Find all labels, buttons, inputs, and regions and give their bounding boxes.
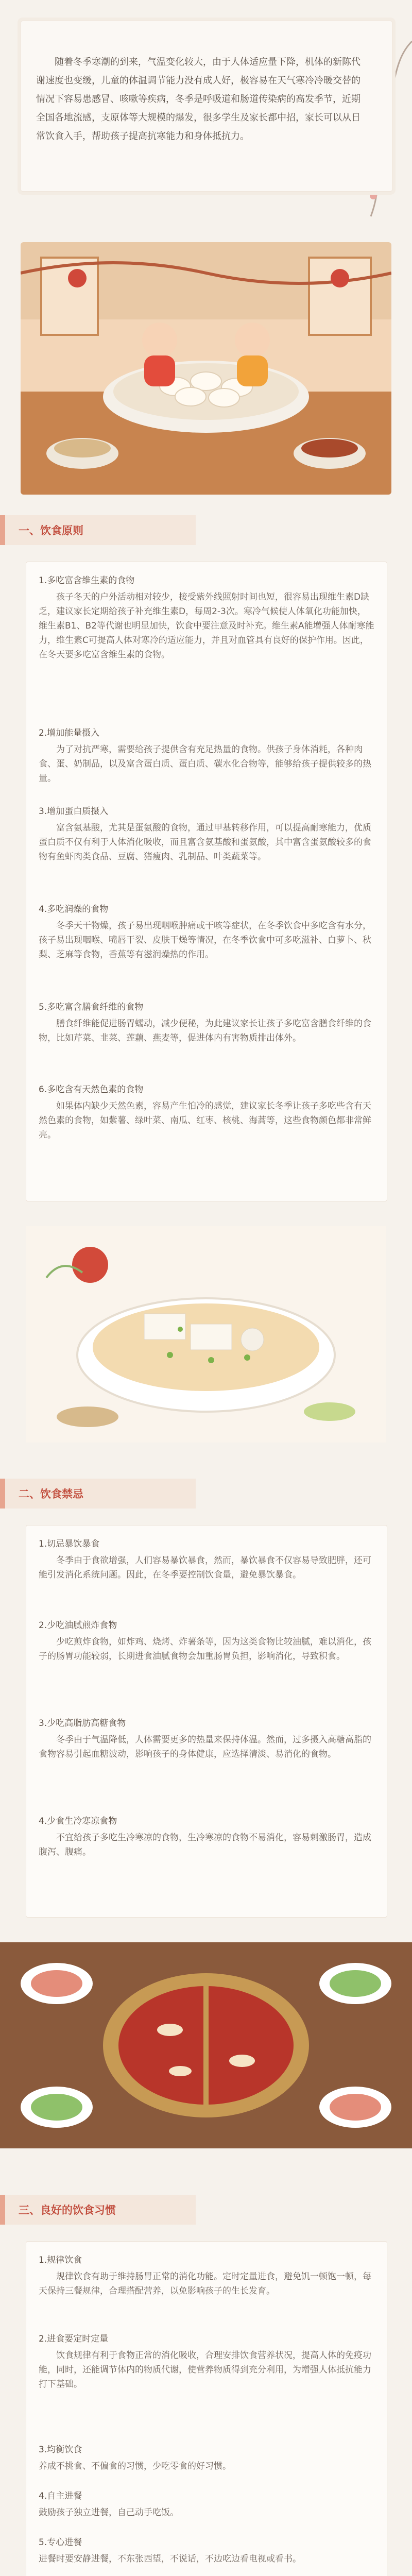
hotpot-table-image: [0, 1942, 412, 2148]
list-item: [39, 1716, 374, 1761]
tofu-soup-image: [26, 1226, 386, 1443]
item-title: 4.自主进餐: [39, 2491, 82, 2501]
item-body: 规律饮食有助于维持肠胃正常的消化功能。定时定量进食，避免饥一顿饱一顿，每天保持三餐规律，合理搭配营养，以免影响孩子的生长发育。: [39, 2272, 371, 2296]
item-title: 2.少吃油腻煎炸食物: [39, 1620, 117, 1631]
item-body: 少吃煎炸食物，如炸鸡、烧烤、炸薯条等，因为这类食物比较油腻，难以消化，孩子的肠胃功能较弱，长期进食油腻食物会加重肠胃负担，影响消化，导致积食。: [39, 1637, 371, 1662]
principles-card: [26, 562, 387, 1201]
list-item: [39, 1814, 374, 1859]
list-item: [39, 1618, 374, 1664]
item-body: 冬季天干物燥，孩子易出现咽喉肿痛或干咳等症状，在冬季饮食中多吃含有水分，孩子易出现咽喉、嘴唇干裂、皮肤干燥等情况，在冬季饮食中可多吃滋补、白萝卜、秋梨、芝麻等食物，香蕉等有滋润燥热的作用。: [39, 921, 371, 960]
item-title: 6.多吃含有天然色素的食物: [39, 1084, 144, 1095]
item-title: 5.专心进餐: [39, 2537, 82, 2548]
item-title: 5.多吃富含膳食纤维的食物: [39, 1002, 144, 1012]
list-item: [39, 1082, 374, 1142]
item-title: 4.少食生冷寒凉食物: [39, 1816, 117, 1826]
item-body: 如果体内缺少天然色素，容易产生怕冷的感觉，建议家长冬季让孩子多吃些含有天然色素的食物，如紫薯、绿叶菜、南瓜、红枣、核桃、海蒿等，这些食物颜色都非常鲜亮。: [39, 1101, 371, 1140]
list-item: [39, 2253, 374, 2298]
item-body: 进餐时要安静进餐，不东张西望，不说话，不边吃边看电视或看书。: [39, 2554, 301, 2564]
item-title: 3.均衡饮食: [39, 2445, 82, 2455]
item-title: 2.进食要定时定量: [39, 2334, 109, 2344]
list-item: [39, 1537, 374, 1582]
section-title-habits: 三、良好的饮食习惯: [0, 2195, 196, 2225]
hotpot-illustration: [0, 1942, 412, 2148]
hero-illustration: [21, 242, 391, 495]
item-body: 养成不挑食、不偏食的习惯，少吃零食的好习惯。: [39, 2461, 231, 2471]
item-title: 2.增加能量摄入: [39, 728, 100, 738]
item-body: 饮食规律有利于食物正常的消化吸收，合理安排饮食营养状况，提高人体的免疫功能，同时，还能调节体内的物质代谢，使营养物质得到充分利用，为增强人体抵抗能力打下基础。: [39, 2350, 371, 2389]
dumpling-scene-image: [21, 242, 391, 495]
item-body: 冬季由于气温降低，人体需要更多的热量来保持体温。然而，过多摄入高糖高脂的食物容易引起血糖波动，影响孩子的身体健康，应选择清淡、易消化的食物。: [39, 1735, 371, 1759]
soup-illustration: [26, 1226, 386, 1443]
list-item: [39, 2489, 374, 2520]
item-title: 1.规律饮食: [39, 2255, 82, 2265]
item-body: 不宜给孩子多吃生冷寒凉的食物，生冷寒凉的食物不易消化，容易刺激肠胃，造成腹泻、腹痛。: [39, 1833, 371, 1857]
item-title: 3.少吃高脂肪高糖食物: [39, 1718, 126, 1728]
list-item: [39, 902, 374, 962]
list-item: [39, 573, 374, 662]
section-title-principles: 一、饮食原则: [0, 515, 196, 545]
section-title-taboos: 二、饮食禁忌: [0, 1479, 196, 1509]
item-title: 3.增加蛋白质摄入: [39, 806, 109, 817]
item-body: 为了对抗严寒，需要给孩子提供含有充足热量的食物。供孩子身体消耗，各种肉食、蛋、奶制品，以及富含蛋白质、蛋白质、碳水化合物等，能够给孩子提供较多的热量。: [39, 744, 371, 784]
item-body: 膳食纤维能促进肠胃蠕动，减少便秘，为此建议家长让孩子多吃富含膳食纤维的食物，比如芹菜、韭菜、莲藕、燕麦等，促进体内有害物质排出体外。: [39, 1019, 371, 1043]
list-item: [39, 2535, 374, 2566]
item-title: 4.多吃润燥的食物: [39, 904, 109, 914]
list-item: [39, 2443, 374, 2473]
item-title: 1.多吃富含维生素的食物: [39, 575, 135, 586]
item-body: 孩子冬天的户外活动相对较少，接受紫外线照射时间也短，很容易出现维生素D缺乏，建议家长定期给孩子补充维生素D，每周2-3次。寒冷气候使人体氧化功能加快，维生素B1、B2等代谢也明显加快，饮食中要注意及时补充。维生素A能增强人体耐寒能力，维生素C可提高人体对寒冷的适应能力，并且对血管具有良好的保护作用。因此，在冬天要多吃富含维生素的食物。: [39, 592, 374, 660]
item-title: 1.切忌暴饮暴食: [39, 1539, 100, 1549]
item-body: 富含氨基酸，尤其是蛋氨酸的食物，通过甲基转移作用，可以提高耐寒能力，优质蛋白质不仅有利于人体消化吸收，而且富含氨基酸和蛋氨酸，其中富含蛋氨酸较多的食物有鱼虾肉类食品、豆腐、猪瘦肉、乳制品、叶类蔬菜等。: [39, 823, 371, 862]
intro-paragraph: 随着冬季寒潮的到来，气温变化较大，由于人体适应量下降，机体的新陈代谢速度也变缓，儿童的体温调节能力没有成人好，极容易在天气寒冷冷暖交替的情况下容易患感冒、咳嗽等疾病，冬季是呼吸道和肠道传染病的高发季节，近期全国各地流感，支原体等大规模的爆发，很多学生及家长都中招，家长可以从日常饮食入手，帮助孩子提高抗寒能力和身体抵抗力。: [36, 57, 360, 142]
list-item: [39, 2332, 374, 2392]
item-body: 冬季由于食欲增强，人们容易暴饮暴食，然而，暴饮暴食不仅容易导致肥胖，还可能引发消化系统问题。因此，在冬季要控制饮食量，避免暴饮暴食。: [39, 1555, 371, 1580]
taboos-card: [26, 1525, 387, 1918]
item-body: 鼓励孩子独立进餐，自己动手吃饭。: [39, 2507, 179, 2518]
habits-card: [26, 2241, 387, 2576]
list-item: [39, 726, 374, 786]
list-item: [39, 1000, 374, 1045]
list-item: [39, 804, 374, 864]
